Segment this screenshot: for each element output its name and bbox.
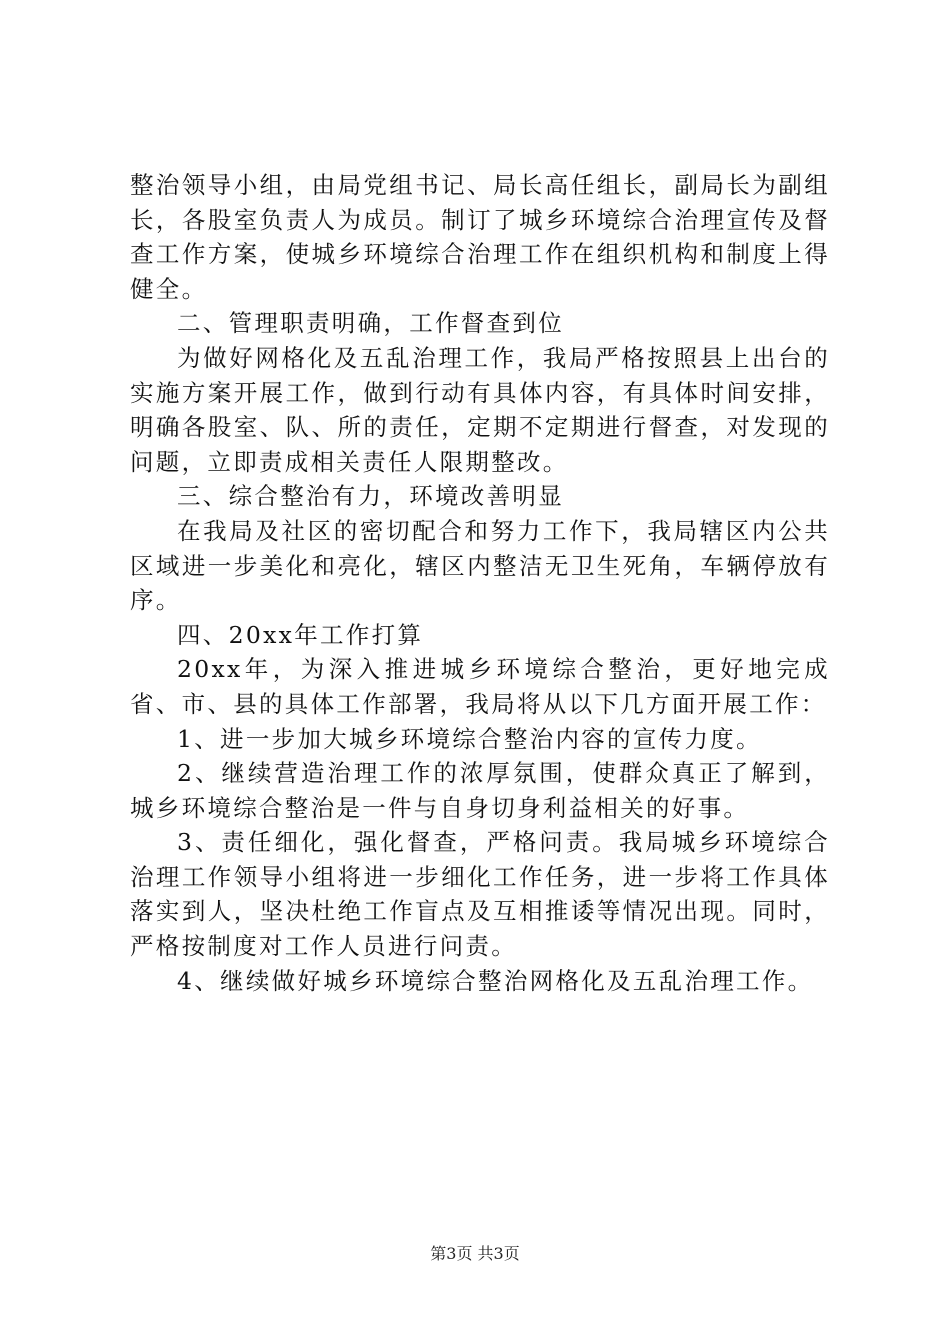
paragraph: 1、进一步加大城乡环境综合整治内容的宣传力度。	[177, 724, 762, 753]
paragraph: 三、综合整治有力，环境改善明显	[177, 482, 564, 511]
paragraph: 在我局及社区的密切配合和努力工作下，我局辖区内公共区域进一步美化和亮化，辖区内整洁无卫生死角，车辆停放有序。	[130, 516, 830, 615]
paragraph: 为做好网格化及五乱治理工作，我局严格按照县上出台的实施方案开展工作，做到行动有具体内容，有具体时间安排，明确各股室、队、所的责任，定期不定期进行督查，对发现的问题，立即责成相关责任人限期整改。	[130, 343, 830, 476]
paragraph: 整治领导小组，由局党组书记、局长高任组长，副局长为副组长，各股室负责人为成员。制订了城乡环境综合治理宣传及督查工作方案，使城乡环境综合治理工作在组织机构和制度上得健全。	[130, 171, 830, 303]
paragraph: 二、管理职责明确，工作督查到位	[177, 309, 564, 338]
paragraph: 3、责任细化，强化督查，严格问责。我局城乡环境综合治理工作领导小组将进一步细化工作任务，进一步将工作具体落实到人，坚决杜绝工作盲点及互相推诿等情况出现。同时，严格按制度对工作人员进行问责。	[130, 828, 830, 961]
paragraph: 2、继续营造治理工作的浓厚氛围，使群众真正了解到，城乡环境综合整治是一件与自身切身利益相关的好事。	[130, 759, 830, 822]
paragraph: 20xx年，为深入推进城乡环境综合整治，更好地完成省、市、县的具体工作部署，我局将从以下几方面开展工作：	[130, 655, 830, 718]
page-footer: 第3页 共3页	[430, 1244, 520, 1263]
paragraph: 四、20xx年工作打算	[177, 620, 424, 649]
document-body	[130, 168, 830, 998]
paragraph: 4、继续做好城乡环境综合整治网格化及五乱治理工作。	[177, 966, 814, 995]
